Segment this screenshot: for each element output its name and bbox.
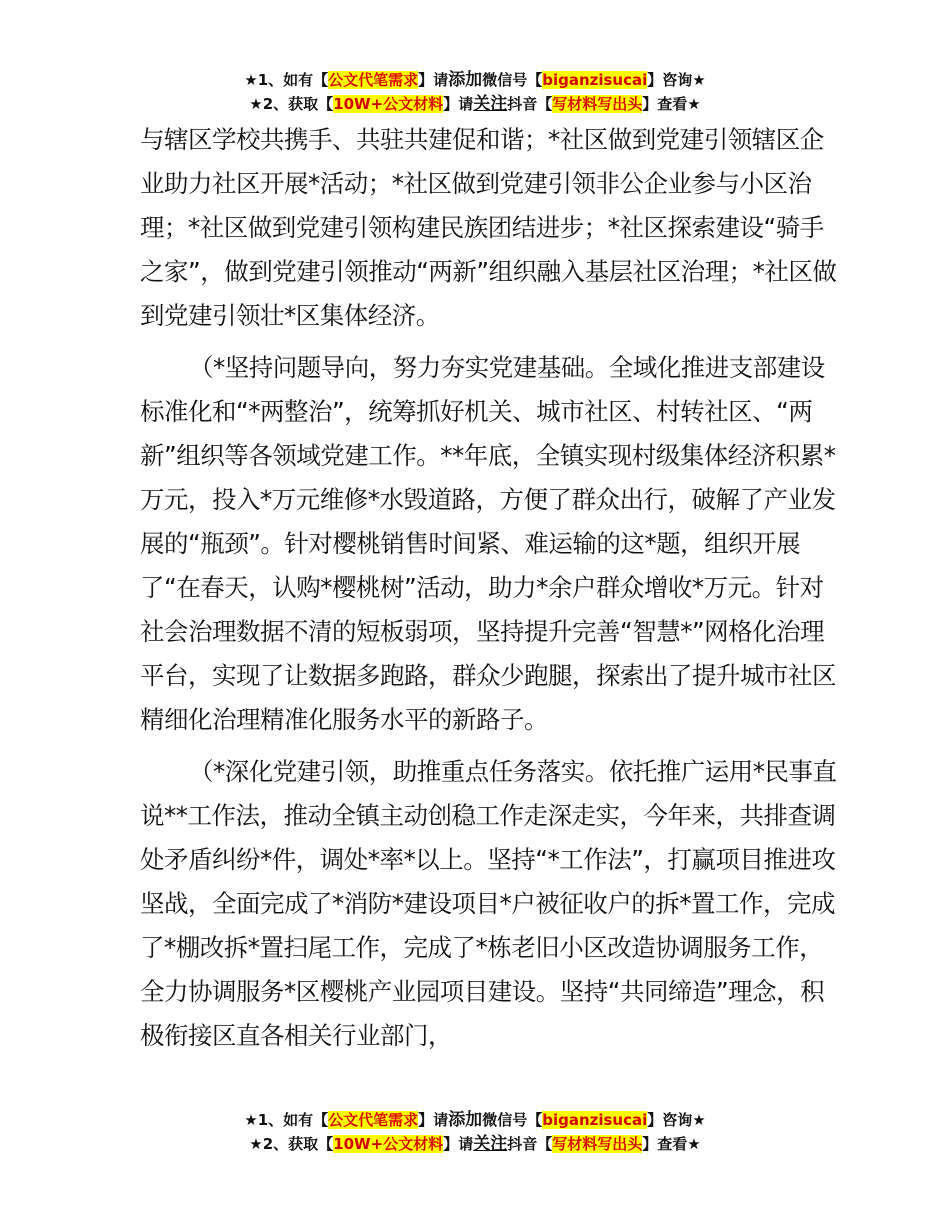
banner-text: 微信号【 [482,1111,543,1129]
banner-text: 】请 [443,1135,474,1153]
paragraph: （*坚持问题导向，努力夯实党建基础。全域化推进支部建设标准化和“*两整治”，统筹抓好机关、城市社区、村转社区、“两新”组织等各领域党建工作。**年底，全镇实现村级集体经济积累*万元，投入*万元维修*水毁道路，方便了群众出行，破解了产业发展的“瓶颈”。针对樱桃销售时间紧、难运输的这*题，组织开展了“在春天，认购*樱桃树”活动，助力*余户群众增收*万元。针对社会治理数据不清的短板弱项，坚持提升完善“智慧*”网格化治理平台，实现了让数据多跑路，群众少跑腿，探索出了提升城市社区精细化治理精准化服务水平的新路子。 [140,353,836,734]
banner-text: ★1、如有【 [244,71,329,89]
banner-highlight: 10W+公文材料 [333,1135,444,1153]
banner-text: 】请 [443,95,474,113]
banner-text: 】查看★ [642,95,701,113]
banner-text: 】请 [418,1111,449,1129]
banner-text: 微信号【 [482,71,543,89]
banner-douyin-name: 写材料写出头 [552,1135,643,1153]
banner-wechat-id: biganzisucai [542,1111,648,1129]
document-body [140,118,840,1058]
footer-banner [0,1108,950,1156]
banner-text: 】查看★ [642,1135,701,1153]
banner-text: 】请 [418,71,449,89]
banner-line-2 [0,92,950,116]
banner-text: ★2、获取【 [249,95,334,113]
paragraph: （*深化党建引领，助推重点任务落实。依托推广运用*民事直说**工作法，推动全镇主动创稳工作走深走实，今年来，共排查调处矛盾纠纷*件，调处*率*以上。坚持“*工作法”，打赢项目推进攻坚战，全面完成了*消防*建设项目*户被征收户的拆*置工作，完成了*棚改拆*置扫尾工作，完成了*栋老旧小区改造协调服务工作，全力协调服务*区樱桃产业园项目建设。坚持“共同缔造”理念，积极衔接区直各相关行业部门， [140,757,837,1050]
banner-text: 添加 [448,1110,483,1130]
banner-highlight: 公文代笔需求 [328,1111,419,1129]
banner-text: 抖音【 [507,95,553,113]
banner-text: 关注 [473,1134,508,1154]
banner-line-2 [0,1132,950,1156]
banner-douyin-name: 写材料写出头 [552,95,643,113]
banner-line-1 [0,1108,950,1132]
banner-text: 关注 [473,94,508,114]
banner-text: ★1、如有【 [244,1111,329,1129]
banner-highlight: 10W+公文材料 [333,95,444,113]
banner-text: 添加 [448,70,483,90]
header-banner [0,68,950,116]
banner-text: ★2、获取【 [249,1135,334,1153]
banner-wechat-id: biganzisucai [542,71,648,89]
banner-text: 】咨询★ [647,71,706,89]
banner-line-1 [0,68,950,92]
banner-text: 抖音【 [507,1135,553,1153]
banner-highlight: 公文代笔需求 [328,71,419,89]
banner-text: 】咨询★ [647,1111,706,1129]
paragraph: 与辖区学校共携手、共驻共建促和谐；*社区做到党建引领辖区企业助力社区开展*活动；*社区做到党建引领非公企业参与小区治理；*社区做到党建引领构建民族团结进步；*社区探索建设“骑手之家”，做到党建引领推动“两新”组织融入基层社区治理；*社区做到党建引领壮*区集体经济。 [140,125,837,330]
